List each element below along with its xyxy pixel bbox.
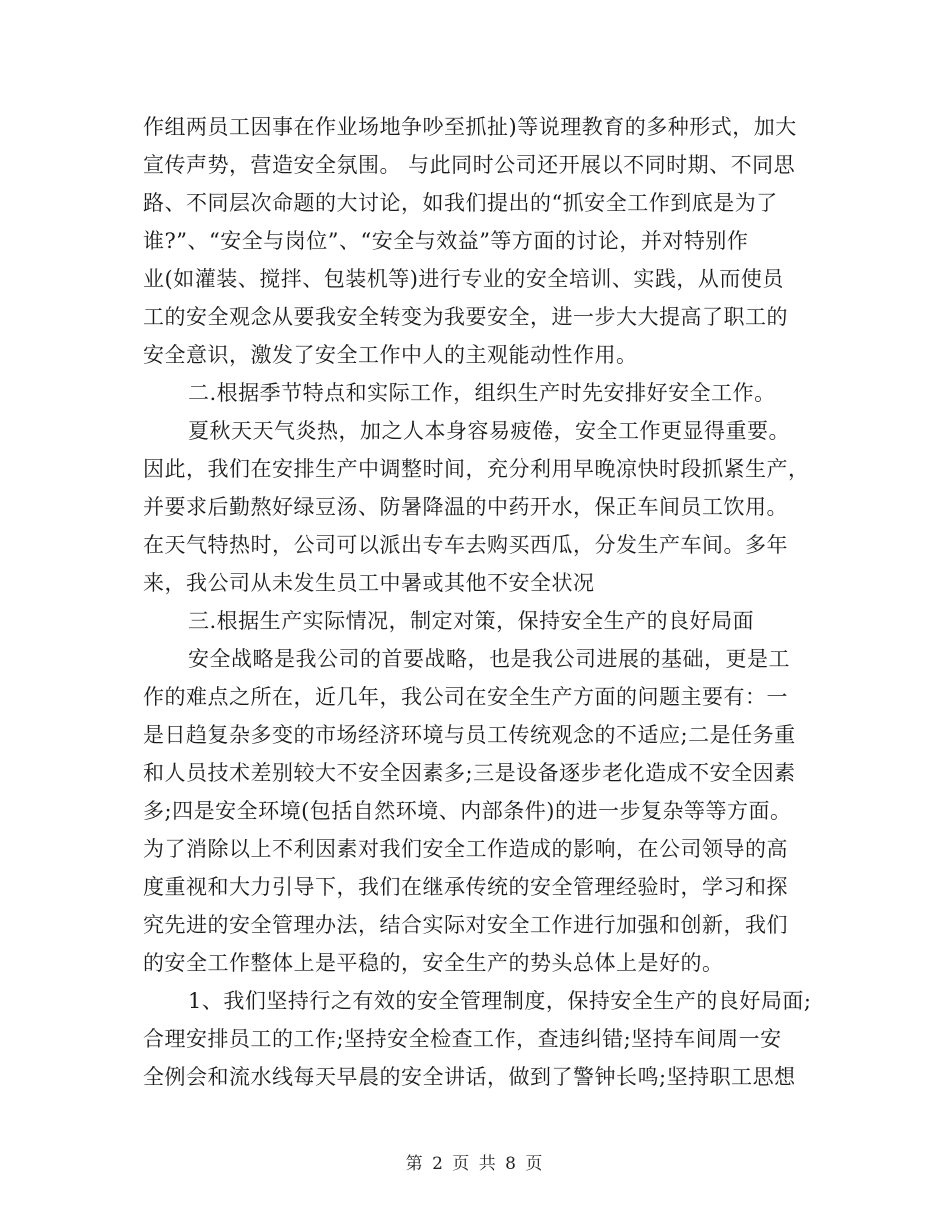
text-line: 谁?”、“安全与岗位”、“安全与效益”等方面的讨论，并对特别作 — [143, 229, 749, 253]
text-line: 业(如灌装、搅拌、包装机等)进行专业的安全培训、实践，从而使员 — [143, 267, 784, 291]
text-line: 合理安排员工的工作;坚持安全检查工作，查违纠错;坚持车间周一安 — [143, 1027, 782, 1051]
section-heading: 三.根据生产实际情况，制定对策，保持安全生产的良好局面 — [188, 609, 755, 633]
text-line: 究先进的安全管理办法，结合实际对安全工作进行加强和创新，我们 — [143, 913, 788, 937]
text-line: 并要求后勤熬好绿豆汤、防暑降温的中药开水，保正车间员工饮用。 — [143, 495, 788, 519]
paragraph-start: 安全战略是我公司的首要战略，也是我公司进展的基础，更是工 — [188, 647, 790, 671]
text-line: 路、不同层次命题的大讨论，如我们提出的“抓安全工作到底是为了 — [143, 191, 778, 215]
text-line: 是日趋复杂多变的市场经济环境与员工传统观念的不适应;二是任务重 — [143, 723, 796, 747]
text-line: 全例会和流水线每天早晨的安全讲话，做到了警钟长鸣;坚持职工思想 — [143, 1065, 796, 1089]
text-line: 作组两员工因事在作业场地争吵至抓扯)等说理教育的多种形式，加大 — [143, 115, 797, 139]
text-line: 和人员技术差别较大不安全因素多;三是设备逐步老化造成不安全因素 — [143, 761, 796, 785]
text-line: 多;四是安全环境(包括自然环境、内部条件)的进一步复杂等等方面。 — [143, 799, 792, 823]
paragraph-start: 夏秋天天气炎热，加之人本身容易疲倦，安全工作更显得重要。 — [188, 419, 790, 443]
text-line: 因此，我们在安排生产中调整时间，充分利用早晚凉快时段抓紧生产， — [143, 457, 810, 481]
text-line: 来，我公司从未发生员工中暑或其他不安全状况 — [143, 571, 595, 595]
page-number: 第 2 页 共 8 页 — [405, 1154, 545, 1174]
text-line: 度重视和大力引导下，我们在继承传统的安全管理经验时，学习和探 — [143, 875, 788, 899]
text-line: 安全意识，激发了安全工作中人的主观能动性作用。 — [143, 343, 638, 367]
text-line: 在天气特热时，公司可以派出专车去购买西瓜，分发生产车间。多年 — [143, 533, 788, 557]
section-heading: 二.根据季节特点和实际工作，组织生产时先安排好安全工作。 — [188, 381, 776, 405]
text-line: 宣传声势，营造安全氛围。 与此同时公司还开展以不同时期、不同思 — [143, 153, 796, 177]
text-line: 为了消除以上不利因素对我们安全工作造成的影响，在公司领导的高 — [143, 837, 788, 861]
text-line: 工的安全观念从要我安全转变为我要安全，进一步大大提高了职工的 — [143, 305, 788, 329]
paragraph-start: 1、我们坚持行之有效的安全管理制度，保持安全生产的良好局面; — [188, 989, 812, 1013]
text-line: 作的难点之所在，近几年，我公司在安全生产方面的问题主要有：一 — [143, 685, 788, 709]
text-line: 的安全工作整体上是平稳的，安全生产的势头总体上是好的。 — [143, 951, 724, 975]
